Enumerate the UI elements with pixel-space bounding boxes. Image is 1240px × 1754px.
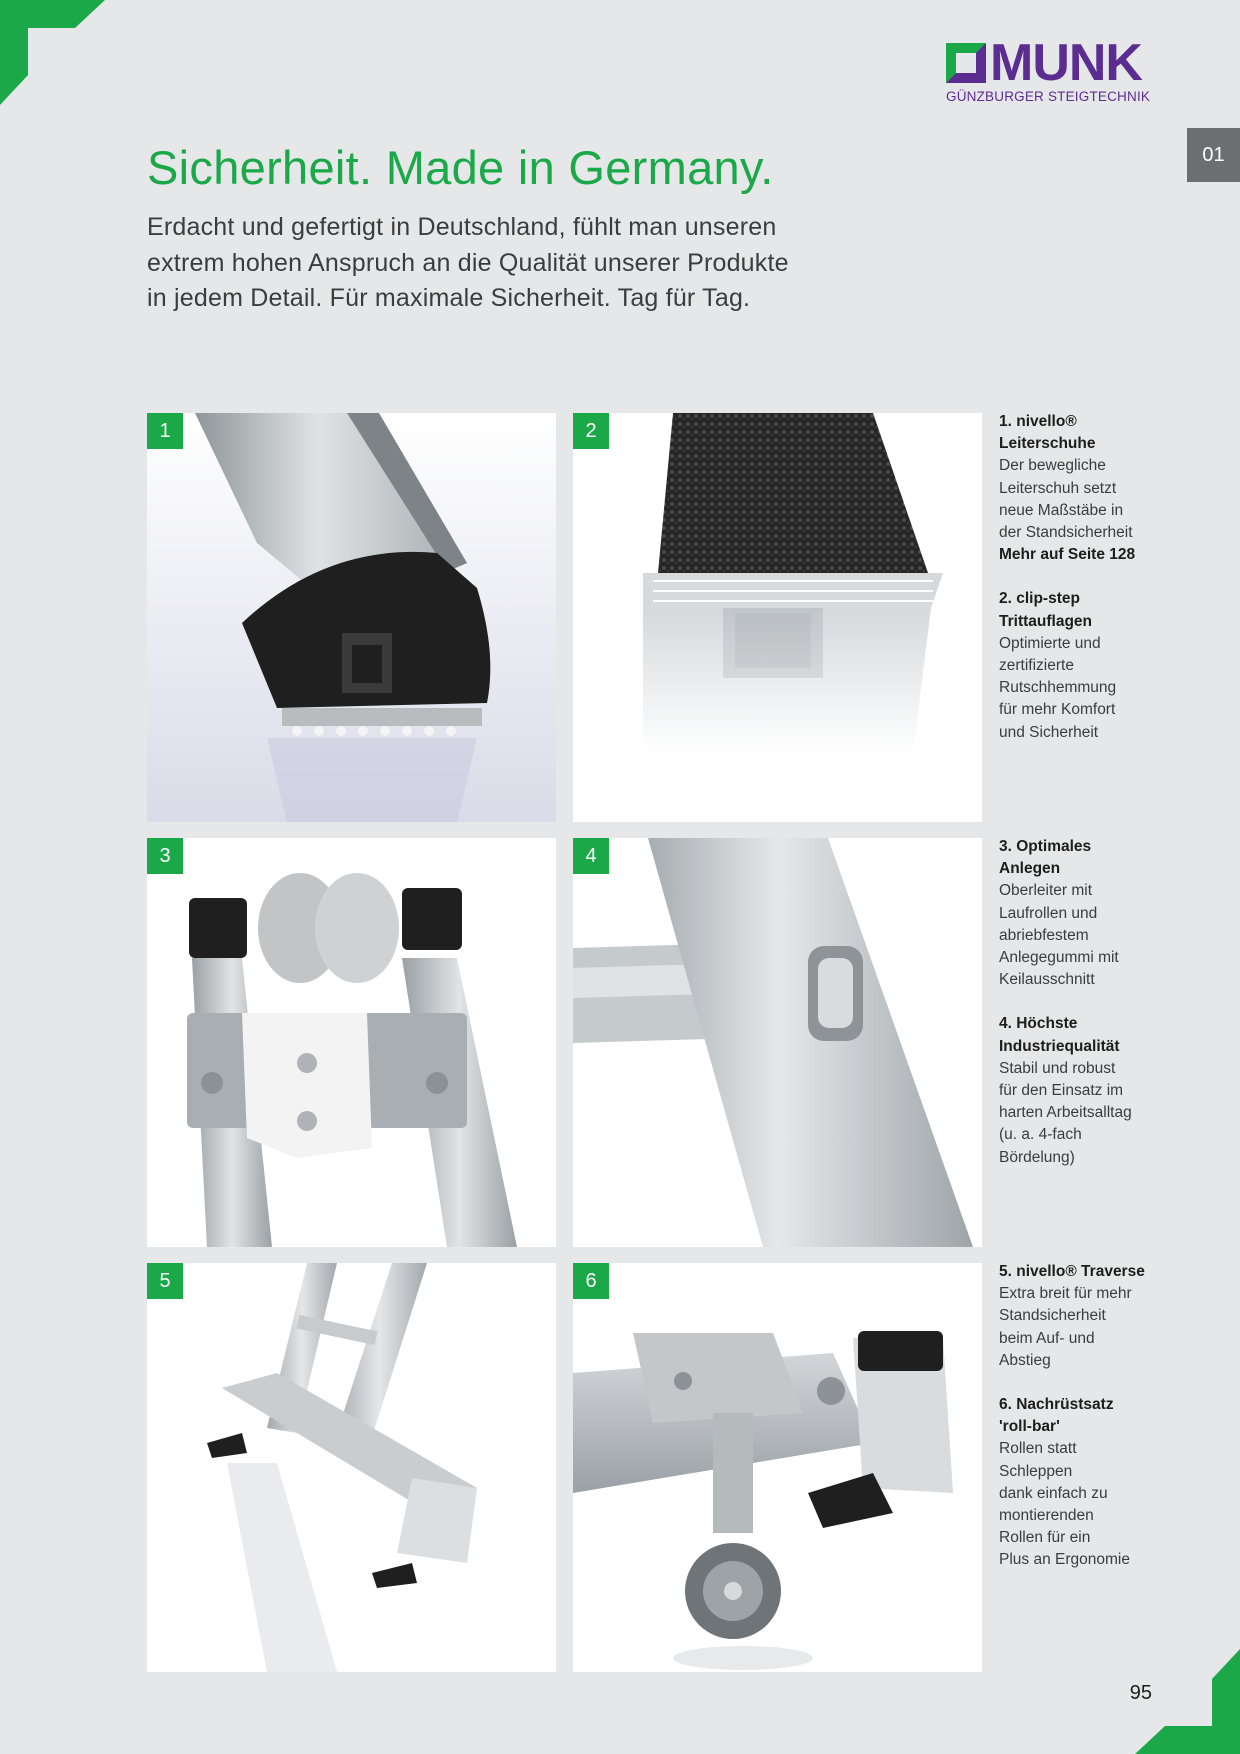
captions-row-1 <box>999 411 1169 766</box>
feature-2 <box>999 588 1169 743</box>
feature-5 <box>999 1261 1169 1372</box>
feature-title: 6. Nachrüstsatz <box>999 1396 1114 1414</box>
photo-number-badge: 3 <box>147 838 183 874</box>
feature-description: Rollen für ein <box>999 1529 1091 1547</box>
feature-title: Trittauflagen <box>999 612 1093 630</box>
photo-tread <box>573 413 982 822</box>
roll-bar-photo <box>573 1263 982 1672</box>
feature-description: Bördelung) <box>999 1148 1075 1166</box>
feature-title: Leiterschuhe <box>999 435 1096 453</box>
page-number: 95 <box>1129 1682 1152 1704</box>
feature-description: für den Einsatz im <box>999 1082 1124 1100</box>
feature-description: Anlegegummi mit <box>999 949 1119 967</box>
photo-number-badge: 6 <box>573 1263 609 1299</box>
feature-description: Rutschhemmung <box>999 679 1117 697</box>
corner-decoration-top-left <box>0 0 110 110</box>
feature-description: dank einfach zu <box>999 1484 1108 1502</box>
feature-description: der Standsicherheit <box>999 524 1133 542</box>
traverse-photo <box>147 1263 556 1672</box>
feature-description: zertifizierte <box>999 657 1074 675</box>
photo-number-badge: 1 <box>147 413 183 449</box>
feature-1 <box>999 411 1169 566</box>
intro-line: in jedem Detail. Für maximale Sicherheit. Tag für Tag. <box>147 284 751 312</box>
ladder-shoe-photo <box>147 413 556 822</box>
feature-description: Extra breit für mehr <box>999 1285 1132 1303</box>
feature-description: Der bewegliche <box>999 457 1106 475</box>
feature-description: Optimierte und <box>999 634 1101 652</box>
beading-photo <box>573 838 982 1247</box>
photo-rollers <box>147 838 556 1247</box>
feature-title: 1. nivello® <box>999 413 1077 430</box>
munk-logo-icon <box>946 43 986 83</box>
photo-roll-bar <box>573 1263 982 1672</box>
feature-description: Keilausschnitt <box>999 971 1095 989</box>
feature-description: harten Arbeitsalltag <box>999 1104 1132 1122</box>
feature-description: Standsicherheit <box>999 1307 1106 1325</box>
intro-text <box>147 210 887 317</box>
photo-beading <box>573 838 982 1247</box>
feature-title: 2. clip-step <box>999 590 1080 608</box>
photo-traverse <box>147 1263 556 1672</box>
feature-description: für mehr Komfort <box>999 701 1116 719</box>
feature-title: 4. Höchste <box>999 1015 1078 1033</box>
photo-number-badge: 2 <box>573 413 609 449</box>
feature-6 <box>999 1394 1169 1572</box>
feature-title: 5. nivello® Traverse <box>999 1263 1145 1280</box>
brand-tagline: GÜNZBURGER STEIGTECHNIK <box>946 89 1151 104</box>
feature-title: 'roll-bar' <box>999 1418 1060 1436</box>
munk-logo <box>946 34 1152 104</box>
page-title: Sicherheit. Made in Germany. <box>147 141 774 194</box>
rollers-photo <box>147 838 556 1247</box>
tread-photo <box>573 413 982 822</box>
feature-description: (u. a. 4-fach <box>999 1126 1082 1144</box>
chapter-tab: 01 <box>1187 128 1240 182</box>
feature-description: abriebfestem <box>999 926 1089 944</box>
photo-number-badge: 4 <box>573 838 609 874</box>
feature-description: Laufrollen und <box>999 904 1098 922</box>
captions-row-3 <box>999 1261 1169 1594</box>
feature-description: Oberleiter mit <box>999 882 1093 900</box>
feature-description: montierenden <box>999 1507 1094 1525</box>
feature-description: Leiterschuh setzt <box>999 479 1117 497</box>
intro-line: Erdacht und gefertigt in Deutschland, fühlt man unseren <box>147 213 777 241</box>
feature-description: beim Auf- und <box>999 1329 1095 1347</box>
feature-title: Anlegen <box>999 860 1061 878</box>
feature-description: Rollen statt <box>999 1440 1077 1458</box>
brand-name: MUNK <box>990 34 1142 92</box>
feature-title: 3. Optimales <box>999 838 1092 855</box>
feature-3 <box>999 836 1169 991</box>
feature-description: neue Maßstäbe in <box>999 501 1124 519</box>
page-reference-link[interactable]: Mehr auf Seite 128 <box>999 546 1136 564</box>
feature-description: Schleppen <box>999 1462 1073 1480</box>
feature-4 <box>999 1013 1169 1168</box>
feature-description: Plus an Ergonomie <box>999 1551 1130 1569</box>
photo-number-badge: 5 <box>147 1263 183 1299</box>
captions-row-2 <box>999 836 1169 1191</box>
feature-description: Stabil und robust <box>999 1059 1116 1077</box>
feature-description: und Sicherheit <box>999 723 1099 741</box>
intro-line: extrem hohen Anspruch an die Qualität unserer Produkte <box>147 248 789 277</box>
feature-title: Industriequalität <box>999 1037 1120 1055</box>
photo-ladder-shoe <box>147 413 556 822</box>
feature-description: Abstieg <box>999 1351 1051 1369</box>
